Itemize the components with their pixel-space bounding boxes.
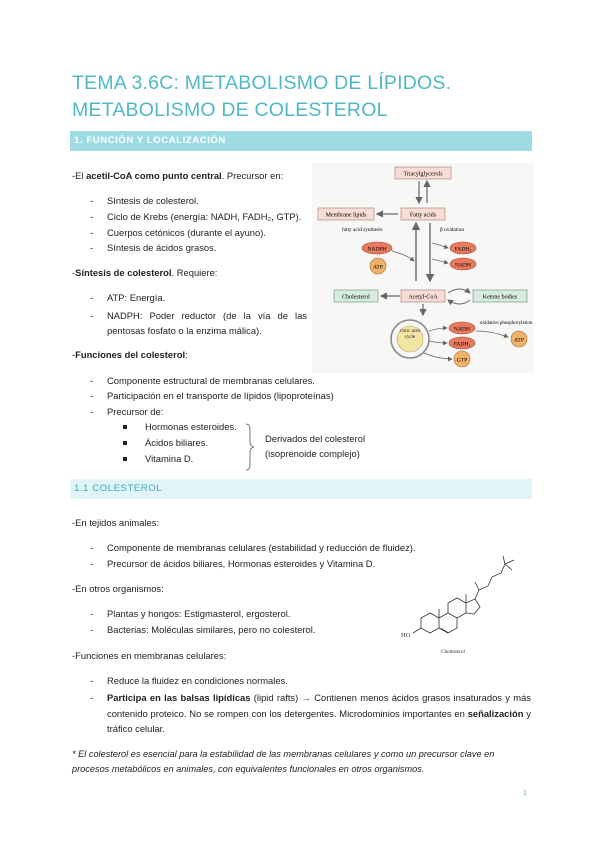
fatty-acid-synthesis-label: fatty acid synthesis [342,227,383,233]
list-item: - Síntesis de colesterol. [90,195,199,206]
sub-list-item: Vitamina D. [145,453,193,465]
list-item: - Bacterias: Moléculas similares, pero no colesterol. [90,624,316,635]
fadh2-label: FADH₂ [454,246,472,253]
list-item: - NADPH: Poder reductor (de la vía de las pentosas fosfato o la enzima málica). [90,310,307,336]
beta-oxidation-label: β oxidation [440,227,465,233]
list-item: - Participa en las balsas lipídicas (lipid rafts) → Contienen menos ácidos grasos insaturados y más contenido proteico. No se rompen con los detergentes. Microdominios importantes en señalización y tráfico celular. [90,692,531,734]
otros-paragraph: -En otros organismos: [72,583,164,594]
list-item: - Precursor de: [90,406,164,417]
gtp-label: GTP [456,357,468,364]
membranas-paragraph: -Funciones en membranas celulares: [72,650,227,661]
atp-label: ATP [373,264,383,271]
nadh-low-label: NADH [453,326,471,333]
ketone-bodies-label: Ketone bodies [482,294,518,301]
page-number: 1 [523,790,527,797]
cholesterol-label: Cholesterol [342,294,370,301]
list-item: - ATP: Energía. [90,292,166,303]
acetyl-coa-label: Acetyl-CoA [408,294,438,301]
sintesis-paragraph: -Síntesis de colesterol. Requiere: [72,267,218,278]
section-header: 1. FUNCIÓN Y LOCALIZACIÓN [70,131,532,151]
citric-acid-cycle-label: citric acid cycle [400,329,420,340]
ho-label: HO [401,632,411,639]
sub-list-item: Ácidos biliares. [145,437,208,449]
brace [244,423,256,471]
list-item: - Síntesis de ácidos grasos. [90,242,217,253]
cholesterol-structure-label: Cholesterol [441,649,465,655]
cholesterol-structure [395,556,535,658]
fatty-acids-label: Fatty acids [409,212,437,219]
acetil-paragraph: -El acetil-CoA como punto central. Precursor en: [72,170,284,181]
nadh-label: NADH [454,262,472,269]
list-item: - Componente estructural de membranas celulares. [90,375,315,386]
list-item: - Ciclo de Krebs (energía: NADH, FADH₂, GTP). [90,211,302,222]
oxphos-label: oxidative phosphorylation [480,321,533,326]
list-item: - Participación en el transporte de lípidos (lipoproteínas) [90,390,334,401]
footnote: * El colesterol es esencial para la estabilidad de las membranas celulares y como un precursor clave en procesos metabólicos en animales, con equivalentes funcionales en otros organismos. [72,749,495,774]
subsection-header: 1.1 COLESTEROL [70,479,532,499]
metabolism-diagram [312,163,534,373]
funciones-paragraph: -Funciones del colesterol: [72,349,188,360]
membrane-lipids-label: Membrane lipids [325,212,367,219]
list-item: - Cuerpos cetónicos (durante el ayuno). [90,227,266,238]
list-item: - Reduce la fluidez en condiciones normales. [90,675,288,686]
fadh2-low-label: FADH₂ [453,341,471,348]
animales-paragraph: -En tejidos animales: [72,517,160,528]
sub-list-item: Hormonas esteroides. [145,421,237,433]
derivados-sublabel: (isoprenoide complejo) [265,448,360,459]
list-item: - Precursor de ácidos biliares, Hormonas esteroides y Vitamina D. [90,558,376,569]
list-item: - Plantas y hongos: Estigmasterol, ergosterol. [90,608,291,619]
list-item: - Componente de membranas celulares (estabilidad y reducción de fluidez). [90,542,416,553]
atp2-label: ATP [514,337,524,344]
triacylglycerols-label: Triacylglycerols [403,171,443,178]
page-title: TEMA 3.6C: METABOLISMO DE LÍPIDOS. METABOLISMO DE COLESTEROL [72,72,452,121]
nadph-label: NADPH [367,246,387,253]
derivados-label: Derivados del colesterol [265,433,366,444]
